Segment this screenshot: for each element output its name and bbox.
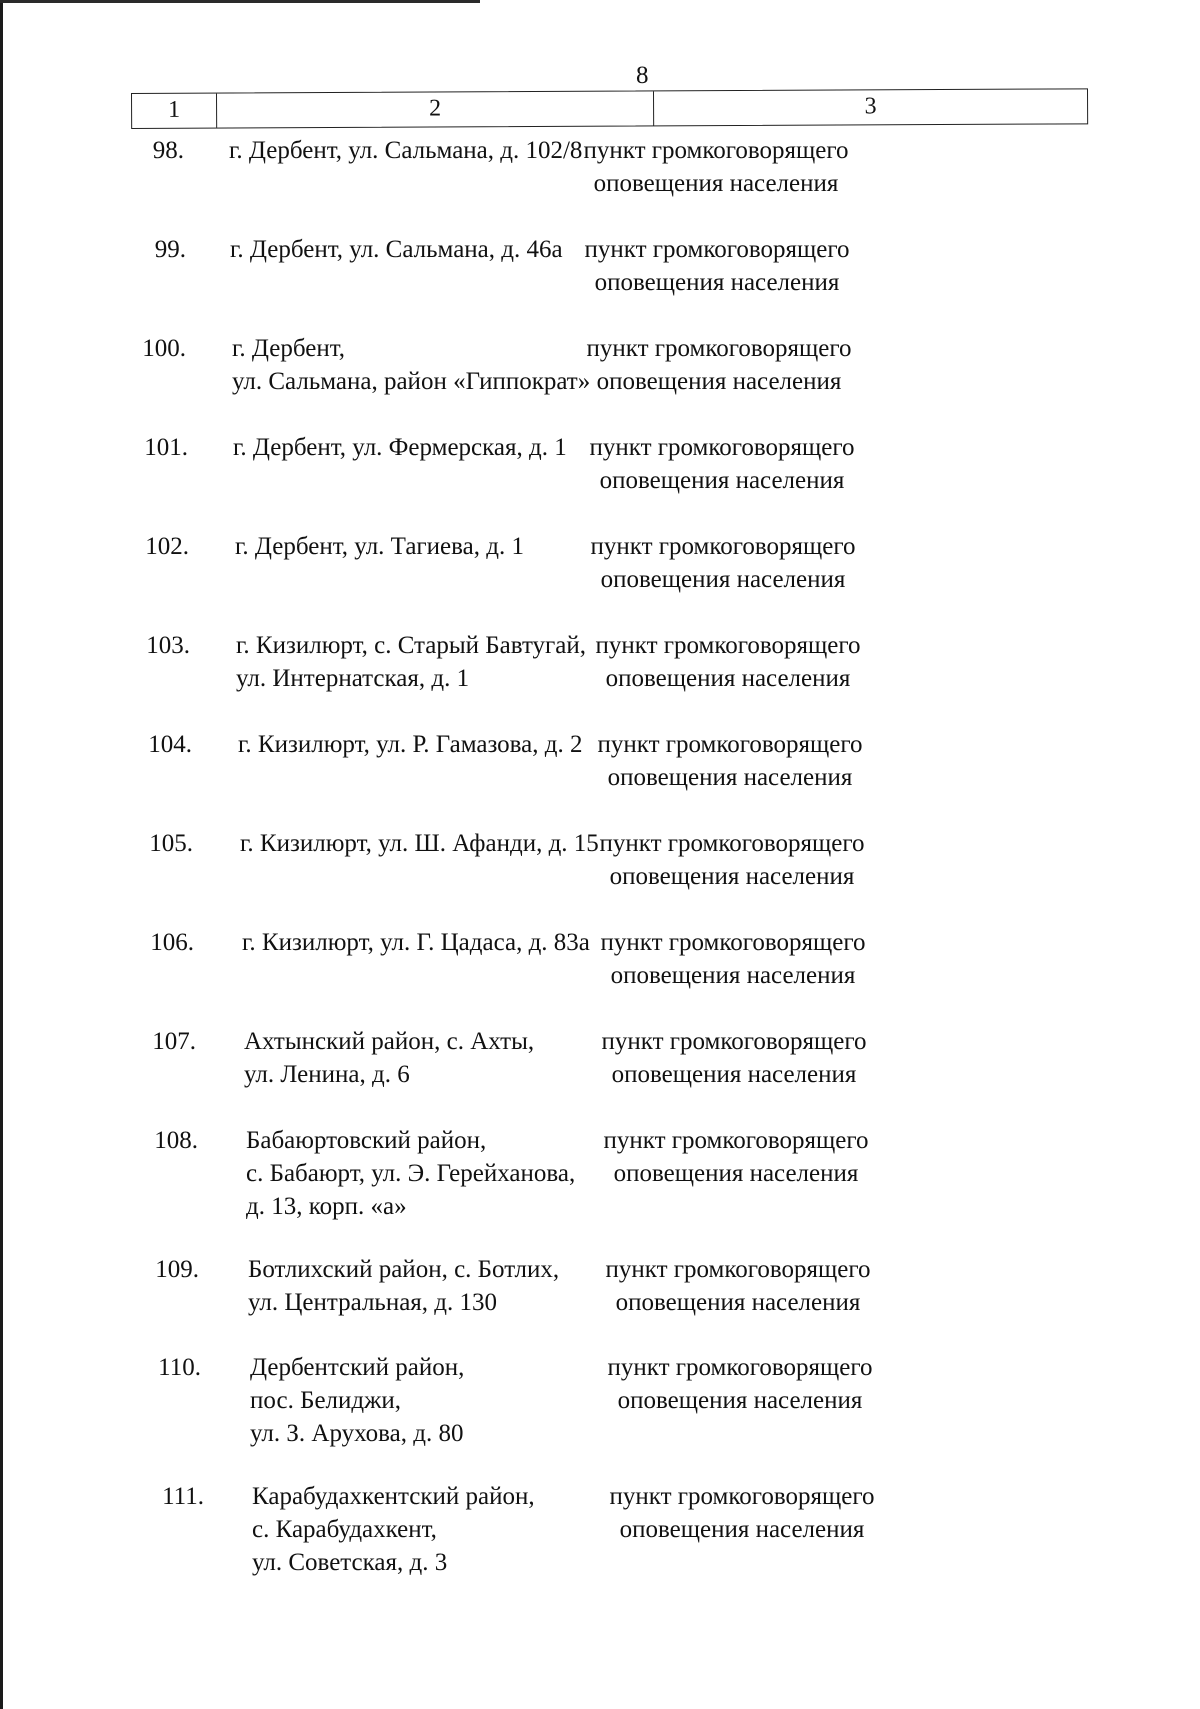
description-line: пункт громкоговорящего [609,1483,875,1510]
address-line: ул. Интернатская, д. 1 [236,665,470,692]
description-line: оповещения населения [619,1516,865,1543]
description-line: пункт громкоговорящего [605,1256,871,1283]
address-line: Дербентский район, [250,1354,465,1381]
row-number: 99. [154,236,186,263]
address-line: пос. Белиджи, [250,1387,402,1414]
description-line: пункт громкоговорящего [597,731,863,758]
column-header-3: 3 [864,93,877,120]
row-number: 108. [154,1127,198,1154]
address-line: ул. Центральная, д. 130 [248,1289,498,1316]
address-line: Бабаюртовский район, [246,1127,487,1154]
description-line: оповещения населения [609,863,855,890]
row-number: 100. [142,335,186,362]
row-number: 111. [162,1483,204,1510]
row-description [554,332,884,398]
description-line: оповещения населения [600,566,846,593]
row-number: 110. [158,1354,201,1381]
description-line: оповещения населения [599,467,845,494]
row-number: 104. [148,731,192,758]
row-description [557,431,887,497]
address-line: г. Дербент, ул. Сальмана, д. 46а [230,236,563,263]
row-description [577,1480,907,1546]
description-line: пункт громкоговорящего [603,1127,869,1154]
description-line: оповещения населения [617,1387,863,1414]
row-description [571,1124,901,1190]
row-description [575,1351,905,1417]
address-line: г. Кизилюрт, ул. Р. Гамазова, д. 2 [238,731,583,758]
address-line: ул. Сальмана, район «Гиппократ» [232,368,591,395]
address-line: ул. Ленина, д. 6 [244,1061,410,1088]
address-line: г. Дербент, ул. Тагиева, д. 1 [235,533,524,560]
row-number: 103. [146,632,190,659]
address-line: с. Карабудахкент, [252,1516,437,1543]
address-line: Ахтынский район, с. Ахты, [244,1028,535,1055]
description-line: оповещения населения [593,170,839,197]
address-line: г. Кизилюрт, ул. Г. Цадаса, д. 83а [242,929,590,956]
row-description [558,530,888,596]
address-line: д. 13, корп. «а» [246,1193,407,1220]
description-line: оповещения населения [610,962,856,989]
column-header-row [131,88,1088,129]
description-line: пункт громкоговорящего [586,335,852,362]
address-line: ул. З. Арухова, д. 80 [250,1420,464,1447]
address-line: г. Кизилюрт, ул. Ш. Афанди, д. 15 [240,830,599,857]
description-line: пункт громкоговорящего [584,236,850,263]
description-line: пункт громкоговорящего [607,1354,873,1381]
column-header-2: 2 [217,91,654,127]
description-line: оповещения населения [594,269,840,296]
description-line: оповещения населения [611,1061,857,1088]
description-line: оповещения населения [613,1160,859,1187]
row-description [568,926,898,992]
row-description [569,1025,899,1091]
row-number: 109. [155,1256,199,1283]
address-line: г. Дербент, [232,335,346,362]
row-description [565,728,895,794]
row-description [552,233,882,299]
description-line: оповещения населения [615,1289,861,1316]
description-line: пункт громкоговорящего [600,929,866,956]
description-line: пункт громкоговорящего [601,1028,867,1055]
address-line: ул. Советская, д. 3 [252,1549,448,1576]
row-number: 98. [152,137,184,164]
address-line: Ботлихский район, с. Ботлих, [248,1256,560,1283]
description-line: пункт громкоговорящего [589,434,855,461]
row-description [573,1253,903,1319]
address-line: г. Дербент, ул. Сальмана, д. 102/8 [229,137,583,164]
row-number: 102. [145,533,189,560]
description-line: пункт громкоговорящего [590,533,856,560]
address-line: Карабудахкентский район, [252,1483,535,1510]
description-line: оповещения населения [596,368,842,395]
row-description [551,134,881,200]
address-line: г. Дербент, ул. Фермерская, д. 1 [233,434,567,461]
row-number: 106. [150,929,194,956]
row-description [567,827,897,893]
description-line: оповещения населения [605,665,851,692]
description-line: пункт громкоговорящего [595,632,861,659]
page-number: 8 [636,62,649,89]
address-line: г. Кизилюрт, с. Старый Бавтугай, [236,632,587,659]
scan-left-edge [0,0,3,1709]
address-line: с. Бабаюрт, ул. Э. Герейханова, [246,1160,576,1187]
row-number: 105. [149,830,193,857]
row-description [563,629,893,695]
description-line: оповещения населения [607,764,853,791]
row-number: 107. [152,1028,196,1055]
description-line: пункт громкоговорящего [583,137,849,164]
column-header-1: 1 [132,94,217,128]
scan-top-edge [0,0,480,3]
row-number: 101. [144,434,188,461]
description-line: пункт громкоговорящего [599,830,865,857]
